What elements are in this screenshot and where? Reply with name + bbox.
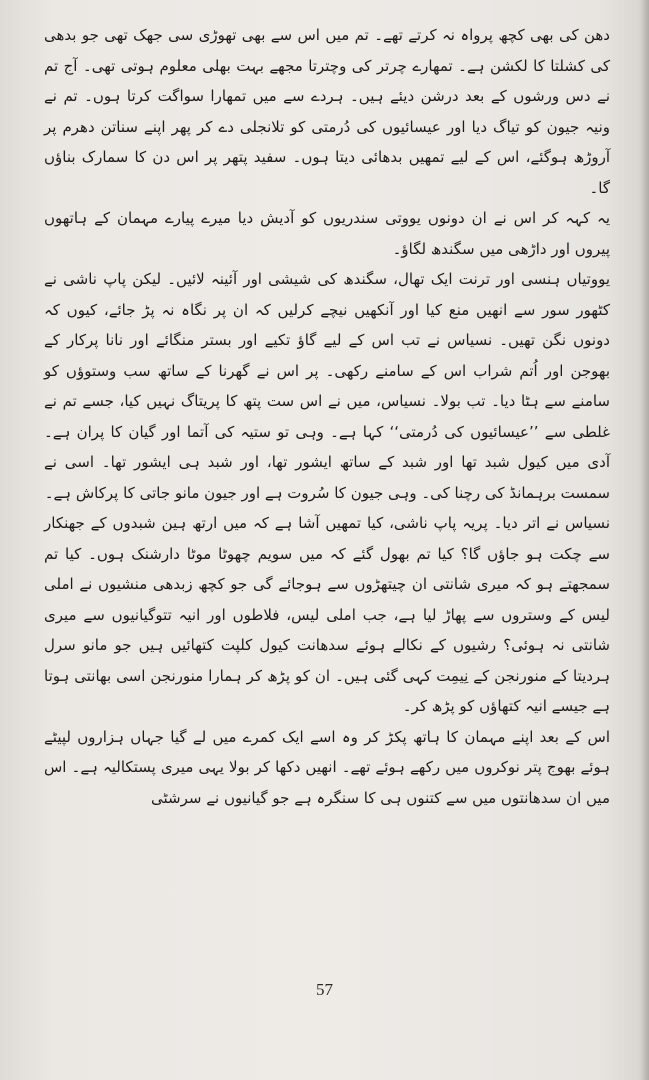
page-edge-shadow	[639, 0, 649, 1080]
paragraph-3: یووتیاں ہنسی اور ترنت ایک تھال، سگندھ کی شیشی اور آئینہ لائیں۔ لیکن پاپ ناشی نے کٹھور سور سے انھیں منع کیا اور آنکھیں نیچے کرلیں کہ ان پر نگاہ نہ پڑ جائے، کیوں کہ دونوں نگن تھیں۔ نسیاس نے تب اس کے لیے گاؤ تکیے اور بستر منگائے اور نانا پرکار کے بھوجن اور اُتم شراب اس کے سامنے رکھی۔ پر اس نے گھرنا کے ساتھ سب وستوؤں کو سامنے سے ہٹا دیا۔ تب بولا۔ نسیاس، میں نے اس ست پتھ کا پریتاگ نہیں کیا، جسے تم نے غلطی سے ’’عیسائیوں کی دُرمتی‘‘ کہا ہے۔ وہی تو ستیہ کی آتما اور گیان کا پران ہے۔ آدی میں کیول شبد تھا اور شبد کے ساتھ ایشور تھا، اور شبد ہی ایشور تھا۔ اسی نے سمست برہمانڈ کی رچنا کی۔ وہی جیون کا سُروت ہے اور جیون مانو جاتی کا پرکاش ہے۔	[44, 270, 610, 502]
paragraph-1: دھن کی بھی کچھ پرواہ نہ کرتے تھے۔ تم میں اس سے بھی تھوڑی سی جھک تھی جو بدھی کی کشلتا کا لکشن ہے۔ تمھارے چرتر کی وچترتا مجھے بہت بھلی معلوم ہوتی تھی۔ آج تم نے دس ورشوں کے بعد درشن دیئے ہیں۔ ہردے سے میں تمھارا سواگت کرتا ہوں۔ تم نے ونیہ جیون کو تیاگ دیا اور عیسائیوں کی دُرمتی کو تلانجلی دے کر پھر اپنے سناتن دھرم پر آروڑھ ہوگئے، اس کے لیے تمھیں بدھائی دیتا ہوں۔ سفید پتھر پر اس دن کا سمارک بناؤں گا۔	[44, 26, 610, 197]
body-text	[44, 20, 610, 813]
page-number: 57	[316, 980, 333, 999]
paragraph-4: نسیاس نے اتر دیا۔ پریہ پاپ ناشی، کیا تمھیں آشا ہے کہ میں ارتھ ہین شبدوں کے جھنکار سے چکت ہو جاؤں گا؟ کیا تم بھول گئے کہ میں سویم چھوٹا موٹا دارشنک ہوں۔ کیا تم سمجھتے ہو کہ میری شانتی ان چیتھڑوں سے ہوجائے گی جو کچھ زبدھی منشیوں نے املی لیس کے وستروں سے پھاڑ لیا ہے، جب املی لیس، فلاطوں اور انیہ تتوگیانیوں سے میری شانتی نہ ہوئی؟ رشیوں کے نکالے ہوئے سدھانت کیول کلپت کتھائیں ہیں جو مانو سرل ہردیتا کے منورنجن کے نِیمِت کہی گئی ہیں۔ ان کو پڑھ کر ہمارا منورنجن اسی بھانتی ہوتا ہے جیسے انیہ کتھاؤں کو پڑھ کر۔	[44, 514, 610, 715]
paragraph-2: یہ کہہ کر اس نے ان دونوں یووتی سندریوں کو آدیش دیا میرے پیارے مہمان کے ہاتھوں پیروں اور داڑھی میں سگندھ لگاؤ۔	[44, 209, 610, 258]
paragraph-5: اس کے بعد اپنے مہمان کا ہاتھ پکڑ کر وہ اسے ایک کمرے میں لے گیا جہاں ہزاروں لپیٹے ہوئے بھوج پتر نوکروں میں رکھے ہوئے تھے۔ انھیں دکھا کر بولا یہی میری پستکالیہ ہے۔ اس میں ان سدھانتوں میں سے کتنوں ہی کا سنگرہ ہے جو گیانیوں نے سرشٹی	[44, 727, 610, 807]
